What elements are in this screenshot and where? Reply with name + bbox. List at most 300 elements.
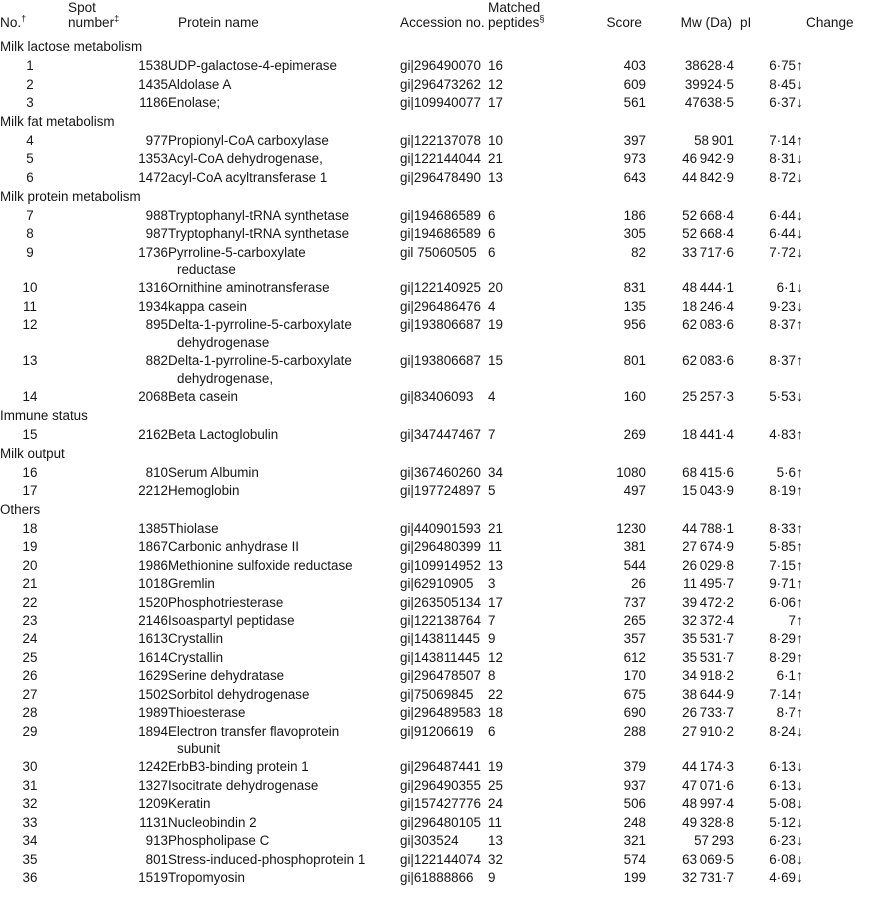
cell-matched-peptides: 21 [488, 520, 503, 536]
cell-change [796, 685, 886, 703]
cell-score: 305 [623, 226, 646, 242]
cell-mw: 34 918·2 [682, 668, 734, 684]
cell-pi: 5·53 [769, 388, 796, 404]
cell-mw: 32 372·4 [682, 613, 734, 629]
cell-protein-name [168, 704, 400, 722]
protein-name-line: Crystallin [168, 631, 224, 647]
table-row [0, 94, 886, 112]
protein-name-line: Serine dehydratase [168, 668, 285, 684]
arrow-up-icon: ↑ [796, 519, 803, 536]
cell-no: 10 [22, 280, 38, 296]
column-header-change [796, 0, 886, 37]
cell-pi: 6·13 [769, 777, 796, 793]
cell-pi: 4·83 [769, 426, 796, 442]
cell-no: 8 [26, 226, 34, 242]
protein-name-continuation: reductase [177, 262, 236, 277]
column-header-protein-name [168, 0, 400, 37]
cell-mw: 38628·4 [684, 58, 734, 74]
cell-no: 5 [26, 151, 34, 167]
column-header-spot-number [60, 0, 168, 37]
cell-protein-name [168, 316, 400, 352]
cell-spot-number: 1867 [138, 539, 168, 555]
table-row [0, 722, 886, 758]
cell-spot-number: 1614 [138, 649, 168, 665]
table-row [0, 316, 886, 352]
cell-no: 4 [26, 133, 34, 149]
cell-pi: 8·37 [769, 353, 796, 369]
cell-protein-name [168, 225, 400, 243]
cell-protein-name [168, 538, 400, 556]
cell-mw: 27 910·2 [682, 723, 734, 739]
arrow-down-icon: ↓ [796, 722, 803, 739]
cell-mw: 44 788·1 [682, 520, 734, 536]
cell-change [796, 297, 886, 315]
cell-spot-number: 1520 [138, 594, 168, 610]
table-row [0, 630, 886, 648]
section-header-row [0, 406, 886, 425]
cell-mw: 11 495·7 [683, 576, 734, 592]
arrow-up-icon: ↑ [796, 648, 803, 665]
table-row [0, 168, 886, 186]
cell-accession: gil 75060505 [400, 244, 477, 260]
protein-name-line: Beta casein [168, 388, 238, 404]
protein-name-line: Gremlin [168, 576, 215, 592]
cell-change [796, 758, 886, 776]
cell-spot-number: 1934 [138, 298, 168, 314]
cell-pi: 6·1 [776, 668, 796, 684]
cell-mw: 18 246·4 [682, 298, 734, 314]
cell-protein-name [168, 168, 400, 186]
column-header-mw [646, 0, 734, 37]
cell-protein-name [168, 612, 400, 630]
cell-no: 35 [22, 851, 38, 867]
arrow-up-icon: ↑ [796, 612, 803, 629]
cell-accession: gi|347447467 [400, 426, 481, 442]
cell-change [796, 776, 886, 794]
cell-pi: 8·45 [769, 76, 796, 92]
protein-name-line: Electron transfer flavoprotein [168, 723, 340, 739]
cell-change [796, 132, 886, 150]
cell-pi: 6·13 [769, 759, 796, 775]
cell-change [796, 482, 886, 500]
column-header-no-label: No. [0, 15, 22, 31]
cell-mw: 35 531·7 [682, 631, 734, 647]
cell-no: 2 [26, 76, 34, 92]
cell-change [796, 75, 886, 93]
cell-pi: 8·29 [769, 649, 796, 665]
cell-matched-peptides: 21 [488, 151, 503, 167]
cell-mw: 57 293 [694, 833, 734, 849]
table-row [0, 667, 886, 685]
arrow-up-icon: ↑ [796, 704, 803, 721]
table-row [0, 648, 886, 666]
arrow-down-icon: ↓ [796, 94, 803, 111]
cell-spot-number: 2146 [138, 613, 168, 629]
cell-mw: 52 668·4 [682, 207, 734, 223]
protein-name-line: Hemoglobin [168, 483, 240, 499]
column-header-spot-bottom: number [68, 15, 115, 31]
cell-protein-name [168, 150, 400, 168]
arrow-up-icon: ↑ [796, 556, 803, 573]
protein-name-line: Methionine sulfoxide reductase [168, 557, 353, 573]
cell-mw: 63 069·5 [682, 851, 734, 867]
column-header-protein-name-label: Protein name [178, 15, 259, 31]
cell-accession: gi|193806687 [400, 353, 481, 369]
cell-mw: 44 842·9 [682, 169, 734, 185]
protein-name-continuation: subunit [177, 740, 221, 756]
arrow-down-icon: ↓ [796, 795, 803, 812]
cell-score: 82 [631, 244, 646, 260]
cell-spot-number: 1989 [138, 705, 168, 721]
cell-spot-number: 1327 [138, 777, 168, 793]
cell-mw: 39 472·2 [682, 594, 734, 610]
table-row [0, 206, 886, 224]
cell-pi: 5·12 [769, 814, 796, 830]
cell-score: 690 [623, 705, 646, 721]
cell-accession: gi|296478507 [400, 668, 481, 684]
cell-matched-peptides: 32 [488, 851, 503, 867]
cell-spot-number: 1894 [138, 723, 168, 739]
arrow-down-icon: ↓ [796, 243, 803, 260]
cell-protein-name [168, 425, 400, 443]
cell-pi: 6·44 [769, 207, 796, 223]
cell-matched-peptides: 16 [488, 58, 503, 74]
cell-spot-number: 1519 [138, 869, 168, 885]
cell-spot-number: 1538 [138, 58, 168, 74]
cell-pi: 9·23 [769, 298, 796, 314]
cell-score: 544 [623, 557, 646, 573]
cell-pi: 5·08 [769, 796, 796, 812]
section-title: Milk fat metabolism [0, 114, 115, 130]
dagger-marker-icon: † [21, 13, 27, 24]
cell-mw: 48 444·1 [682, 280, 734, 296]
cell-protein-name [168, 463, 400, 481]
cell-accession: gi|197724897 [400, 483, 481, 499]
table-row [0, 758, 886, 776]
cell-score: 612 [623, 649, 646, 665]
cell-pi: 7 [788, 613, 796, 629]
cell-no: 27 [22, 686, 38, 702]
cell-no: 30 [22, 759, 38, 775]
arrow-up-icon: ↑ [796, 630, 803, 647]
section-marker-icon: § [539, 13, 545, 24]
arrow-down-icon: ↓ [796, 776, 803, 793]
cell-mw: 15 043·9 [682, 483, 734, 499]
cell-change [796, 538, 886, 556]
cell-spot-number: 1242 [138, 759, 168, 775]
cell-spot-number: 801 [145, 851, 168, 867]
cell-mw: 26 029·8 [682, 557, 734, 573]
protein-name-line: Sorbitol dehydrogenase [168, 686, 310, 702]
cell-pi: 6·44 [769, 226, 796, 242]
arrow-down-icon: ↓ [796, 150, 803, 167]
cell-protein-name [168, 556, 400, 574]
cell-no: 36 [22, 869, 38, 885]
cell-pi: 8·72 [769, 169, 796, 185]
protein-name-continuation: dehydrogenase [177, 334, 270, 350]
table-row [0, 482, 886, 500]
cell-spot-number: 1613 [138, 631, 168, 647]
cell-pi: 8·37 [769, 317, 796, 333]
table-row [0, 832, 886, 850]
cell-spot-number: 1435 [138, 76, 168, 92]
cell-accession: gi|296490355 [400, 777, 481, 793]
cell-no: 19 [22, 539, 38, 555]
cell-accession: gi|143811445 [400, 631, 480, 647]
cell-score: 1230 [616, 520, 646, 536]
protein-name-line: Thioesterase [168, 705, 246, 721]
cell-pi: 8·24 [769, 723, 796, 739]
protein-name-line: Delta-1-pyrroline-5-carboxylate [168, 317, 352, 333]
protein-name-line: Isoaspartyl peptidase [168, 613, 295, 629]
cell-change [796, 648, 886, 666]
table-row [0, 463, 886, 481]
cell-no: 28 [22, 705, 38, 721]
cell-no: 6 [26, 169, 34, 185]
cell-pi: 6·06 [769, 594, 796, 610]
cell-score: 381 [623, 539, 646, 555]
cell-pi: 7·14 [769, 686, 796, 702]
cell-score: 643 [623, 169, 646, 185]
cell-protein-name [168, 297, 400, 315]
cell-pi: 9·71 [769, 576, 796, 592]
cell-mw: 44 174·3 [682, 759, 734, 775]
cell-change [796, 832, 886, 850]
cell-no: 23 [22, 613, 38, 629]
cell-change [796, 206, 886, 224]
protein-name-line: Delta-1-pyrroline-5-carboxylate [168, 353, 352, 369]
cell-score: 357 [623, 631, 646, 647]
cell-protein-name [168, 279, 400, 297]
protein-name-line: acyl-CoA acyltransferase 1 [168, 169, 328, 185]
cell-change [796, 795, 886, 813]
column-header-score-label: Score [606, 15, 642, 31]
cell-change [796, 225, 886, 243]
table-row [0, 132, 886, 150]
cell-spot-number: 1986 [138, 557, 168, 573]
protein-name-line: Stress-induced-phosphoprotein 1 [168, 851, 366, 867]
arrow-down-icon: ↓ [796, 832, 803, 849]
cell-matched-peptides: 4 [488, 298, 496, 314]
cell-accession: gi|440901593 [400, 520, 481, 536]
cell-accession: gi|296490070 [400, 58, 481, 74]
table-row [0, 57, 886, 75]
cell-change [796, 279, 886, 297]
protein-name-line: Isocitrate dehydrogenase [168, 777, 319, 793]
cell-protein-name [168, 850, 400, 868]
cell-accession: gi|296489583 [400, 705, 481, 721]
cell-change [796, 593, 886, 611]
table-row [0, 795, 886, 813]
cell-pi: 8·19 [769, 483, 796, 499]
cell-score: 379 [623, 759, 646, 775]
table-row [0, 813, 886, 831]
cell-change [796, 813, 886, 831]
cell-spot-number: 1472 [138, 169, 168, 185]
cell-protein-name [168, 519, 400, 537]
arrow-up-icon: ↑ [796, 132, 803, 149]
section-header-row [0, 500, 886, 519]
cell-protein-name [168, 685, 400, 703]
cell-change [796, 316, 886, 352]
cell-matched-peptides: 12 [488, 76, 503, 92]
arrow-up-icon: ↑ [796, 425, 803, 442]
cell-no: 34 [22, 833, 38, 849]
table-row [0, 685, 886, 703]
cell-mw: 32 731·7 [682, 869, 734, 885]
cell-score: 321 [623, 833, 646, 849]
cell-accession: gi|296487441 [400, 759, 481, 775]
cell-matched-peptides: 19 [488, 759, 503, 775]
cell-change [796, 168, 886, 186]
cell-accession: gi|296478490 [400, 169, 481, 185]
protein-name-line: Tropomyosin [168, 869, 245, 885]
column-header-matched-bottom: peptides [488, 15, 540, 31]
cell-protein-name [168, 482, 400, 500]
cell-matched-peptides: 17 [488, 594, 503, 610]
cell-mw: 25 257·3 [682, 388, 734, 404]
table-row [0, 704, 886, 722]
cell-accession: gi|122144044 [400, 151, 481, 167]
cell-accession: gi|122137078 [400, 133, 481, 149]
cell-accession: gi|367460260 [400, 464, 481, 480]
cell-spot-number: 2162 [138, 426, 168, 442]
cell-protein-name [168, 648, 400, 666]
arrow-down-icon: ↓ [796, 387, 803, 404]
protein-name-line: Keratin [168, 796, 211, 812]
cell-protein-name [168, 94, 400, 112]
cell-change [796, 57, 886, 75]
column-header-accession [400, 0, 488, 37]
section-title: Immune status [0, 407, 88, 423]
cell-score: 186 [623, 207, 646, 223]
cell-matched-peptides: 9 [488, 869, 496, 885]
table-row [0, 538, 886, 556]
cell-score: 497 [623, 483, 646, 499]
cell-mw: 26 733·7 [682, 705, 734, 721]
arrow-down-icon: ↓ [796, 279, 803, 296]
arrow-down-icon: ↓ [796, 168, 803, 185]
column-header-matched-peptides [488, 0, 580, 37]
cell-no: 18 [22, 520, 38, 536]
cell-mw: 62 083·6 [682, 353, 734, 369]
cell-accession: gi|83406093 [400, 388, 474, 404]
cell-no: 31 [22, 777, 38, 793]
cell-protein-name [168, 387, 400, 405]
cell-change [796, 352, 886, 388]
table-row [0, 279, 886, 297]
protein-name-line: Propionyl-CoA carboxylase [168, 133, 329, 149]
cell-change [796, 150, 886, 168]
cell-accession: gi|109914952 [400, 557, 481, 573]
table-row [0, 593, 886, 611]
arrow-down-icon: ↓ [796, 206, 803, 223]
cell-protein-name [168, 593, 400, 611]
cell-spot-number: 1018 [138, 576, 168, 592]
cell-score: 506 [623, 796, 646, 812]
section-header-row [0, 37, 886, 56]
cell-protein-name [168, 132, 400, 150]
cell-spot-number: 1316 [138, 280, 168, 296]
cell-protein-name [168, 832, 400, 850]
cell-no: 22 [22, 594, 38, 610]
arrow-down-icon: ↓ [796, 758, 803, 775]
cell-pi: 6·75 [769, 58, 796, 74]
section-title: Milk output [0, 445, 65, 461]
cell-pi: 8·31 [769, 151, 796, 167]
cell-pi: 6·23 [769, 833, 796, 849]
column-header-change-label: Change [806, 15, 854, 31]
cell-no: 20 [22, 557, 38, 573]
cell-score: 269 [623, 426, 646, 442]
cell-spot-number: 987 [145, 226, 168, 242]
arrow-up-icon: ↑ [796, 57, 803, 74]
table-row [0, 150, 886, 168]
cell-matched-peptides: 20 [488, 280, 503, 296]
cell-matched-peptides: 6 [488, 723, 496, 739]
cell-matched-peptides: 34 [488, 464, 503, 480]
column-header-score [580, 0, 646, 37]
table-row [0, 556, 886, 574]
protein-name-line: Serum Albumin [168, 464, 259, 480]
cell-change [796, 704, 886, 722]
cell-no: 1 [26, 58, 34, 74]
table-row [0, 297, 886, 315]
arrow-up-icon: ↑ [796, 352, 803, 369]
arrow-up-icon: ↑ [796, 482, 803, 499]
table-row [0, 850, 886, 868]
cell-accession: gi|91206619 [400, 723, 474, 739]
cell-score: 170 [623, 668, 646, 684]
column-header-accession-label: Accession no. [400, 15, 485, 31]
cell-protein-name [168, 243, 400, 279]
arrow-up-icon: ↑ [796, 538, 803, 555]
cell-matched-peptides: 4 [488, 388, 496, 404]
arrow-up-icon: ↑ [796, 593, 803, 610]
arrow-up-icon: ↑ [796, 575, 803, 592]
cell-no: 3 [26, 95, 34, 111]
cell-score: 956 [623, 317, 646, 333]
protein-name-line: Carbonic anhydrase II [168, 539, 300, 555]
arrow-up-icon: ↑ [796, 667, 803, 684]
cell-matched-peptides: 7 [488, 613, 496, 629]
column-header-no [0, 0, 60, 37]
table-row [0, 425, 886, 443]
cell-spot-number: 977 [145, 133, 168, 149]
cell-matched-peptides: 13 [488, 169, 503, 185]
cell-matched-peptides: 7 [488, 426, 496, 442]
cell-spot-number: 2212 [138, 483, 168, 499]
cell-protein-name [168, 722, 400, 758]
cell-matched-peptides: 12 [488, 649, 503, 665]
cell-matched-peptides: 11 [488, 539, 502, 555]
cell-protein-name [168, 776, 400, 794]
cell-change [796, 463, 886, 481]
protein-name-line: Enolase; [168, 95, 221, 111]
protein-name-line: Aldolase A [168, 76, 232, 92]
cell-no: 13 [22, 353, 38, 369]
cell-no: 14 [22, 388, 38, 404]
cell-mw: 49 328·8 [682, 814, 734, 830]
cell-no: 9 [26, 244, 34, 260]
table-row [0, 243, 886, 279]
cell-score: 135 [623, 298, 646, 314]
cell-protein-name [168, 57, 400, 75]
table-row [0, 612, 886, 630]
cell-matched-peptides: 6 [488, 226, 496, 242]
table-row [0, 75, 886, 93]
cell-score: 199 [623, 869, 646, 885]
